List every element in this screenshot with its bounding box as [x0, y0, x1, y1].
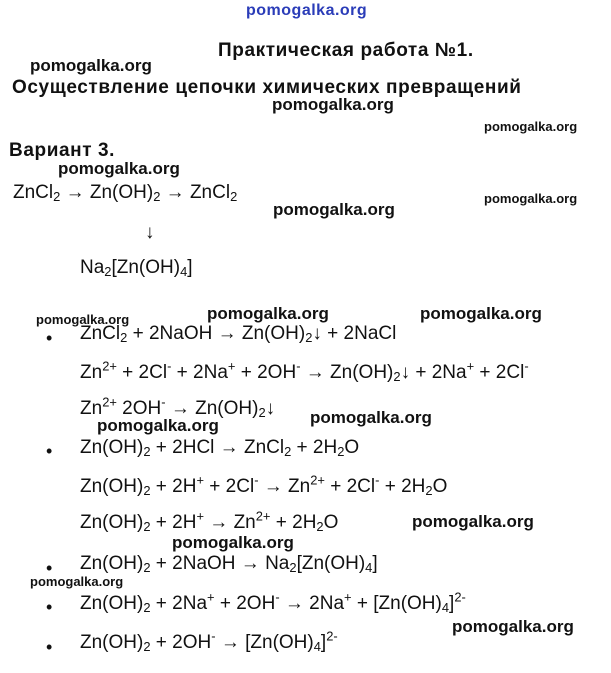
watermark: pomogalka.org [484, 191, 578, 206]
equation-ionic-full: $Zn^{2+} + 2Cl^- + 2Na^+ + 2OH^-$ → $Zn(OH)_2↓ + 2Na^+ + 2Cl^-$ [80, 358, 529, 385]
watermark: pomogalka.org [58, 159, 180, 178]
watermark: pomogalka.org [207, 304, 329, 323]
watermark: pomogalka.org [484, 119, 578, 134]
equation-ionic-short: $Zn(OH)_2 + 2OH^- \to [Zn(OH)_4]^{2-}$ [80, 628, 338, 655]
bullet: • [46, 441, 53, 461]
watermark: pomogalka.org [30, 56, 152, 75]
watermark: pomogalka.org [310, 408, 432, 427]
watermark: pomogalka.org [30, 574, 124, 589]
watermark-top: pomogalka.org [246, 2, 368, 19]
equation-ionic-full: $Zn(OH)_2 + 2H^+ + 2Cl^- \to Zn^{2+} + 2Cl^- + 2H_2O$ [80, 472, 448, 499]
equation-molecular: $Zn(OH)_2$ + 2NaOH → $Na_2[Zn(OH)_4]$ [80, 553, 378, 576]
equation-ionic-short: $Zn^{2+}$ $2OH^- \to Zn(OH)_2↓$ [80, 394, 276, 421]
bullet: • [46, 597, 53, 617]
watermark: pomogalka.org [452, 617, 574, 636]
watermark: pomogalka.org [36, 312, 130, 327]
watermark: pomogalka.org [272, 95, 394, 114]
chain-line: ZnCl$_2$ → $Zn(OH)_2$ → ZnCl$_2$ [13, 182, 238, 205]
chain-branch: $Na_2[Zn(OH)_4]$ [80, 257, 193, 280]
equation-molecular: ZnCl$_2$ + 2NaOH → $Zn(OH)_2↓$ + 2NaCl [80, 323, 397, 346]
page-title: Практическая работа №1. [218, 40, 474, 61]
watermark: pomogalka.org [172, 533, 294, 552]
bullet: • [46, 558, 53, 578]
equation-molecular: $Zn(OH)_2 + 2HCl$ → ZnCl$_2$ + $2H_2O$ [80, 437, 360, 460]
watermark: pomogalka.org [412, 512, 534, 531]
variant-heading: Вариант 3. [9, 140, 116, 161]
equation-ionic-short: $Zn(OH)_2 + 2H^+ \to Zn^{2+} + 2H_2O$ [80, 508, 339, 535]
watermark: pomogalka.org [273, 200, 395, 219]
watermark: pomogalka.org [420, 304, 542, 323]
page-subtitle: Осуществление цепочки химических превращений [12, 77, 522, 98]
equation-ionic-full: $Zn(OH)_2 + 2Na^+ + 2OH^- \to 2Na^+ + [Zn(OH)_4]^{2-}$ [80, 589, 466, 616]
down-arrow: ↓ [145, 222, 155, 243]
bullet: • [46, 328, 53, 348]
watermark: pomogalka.org [97, 416, 219, 435]
bullet: • [46, 637, 53, 657]
